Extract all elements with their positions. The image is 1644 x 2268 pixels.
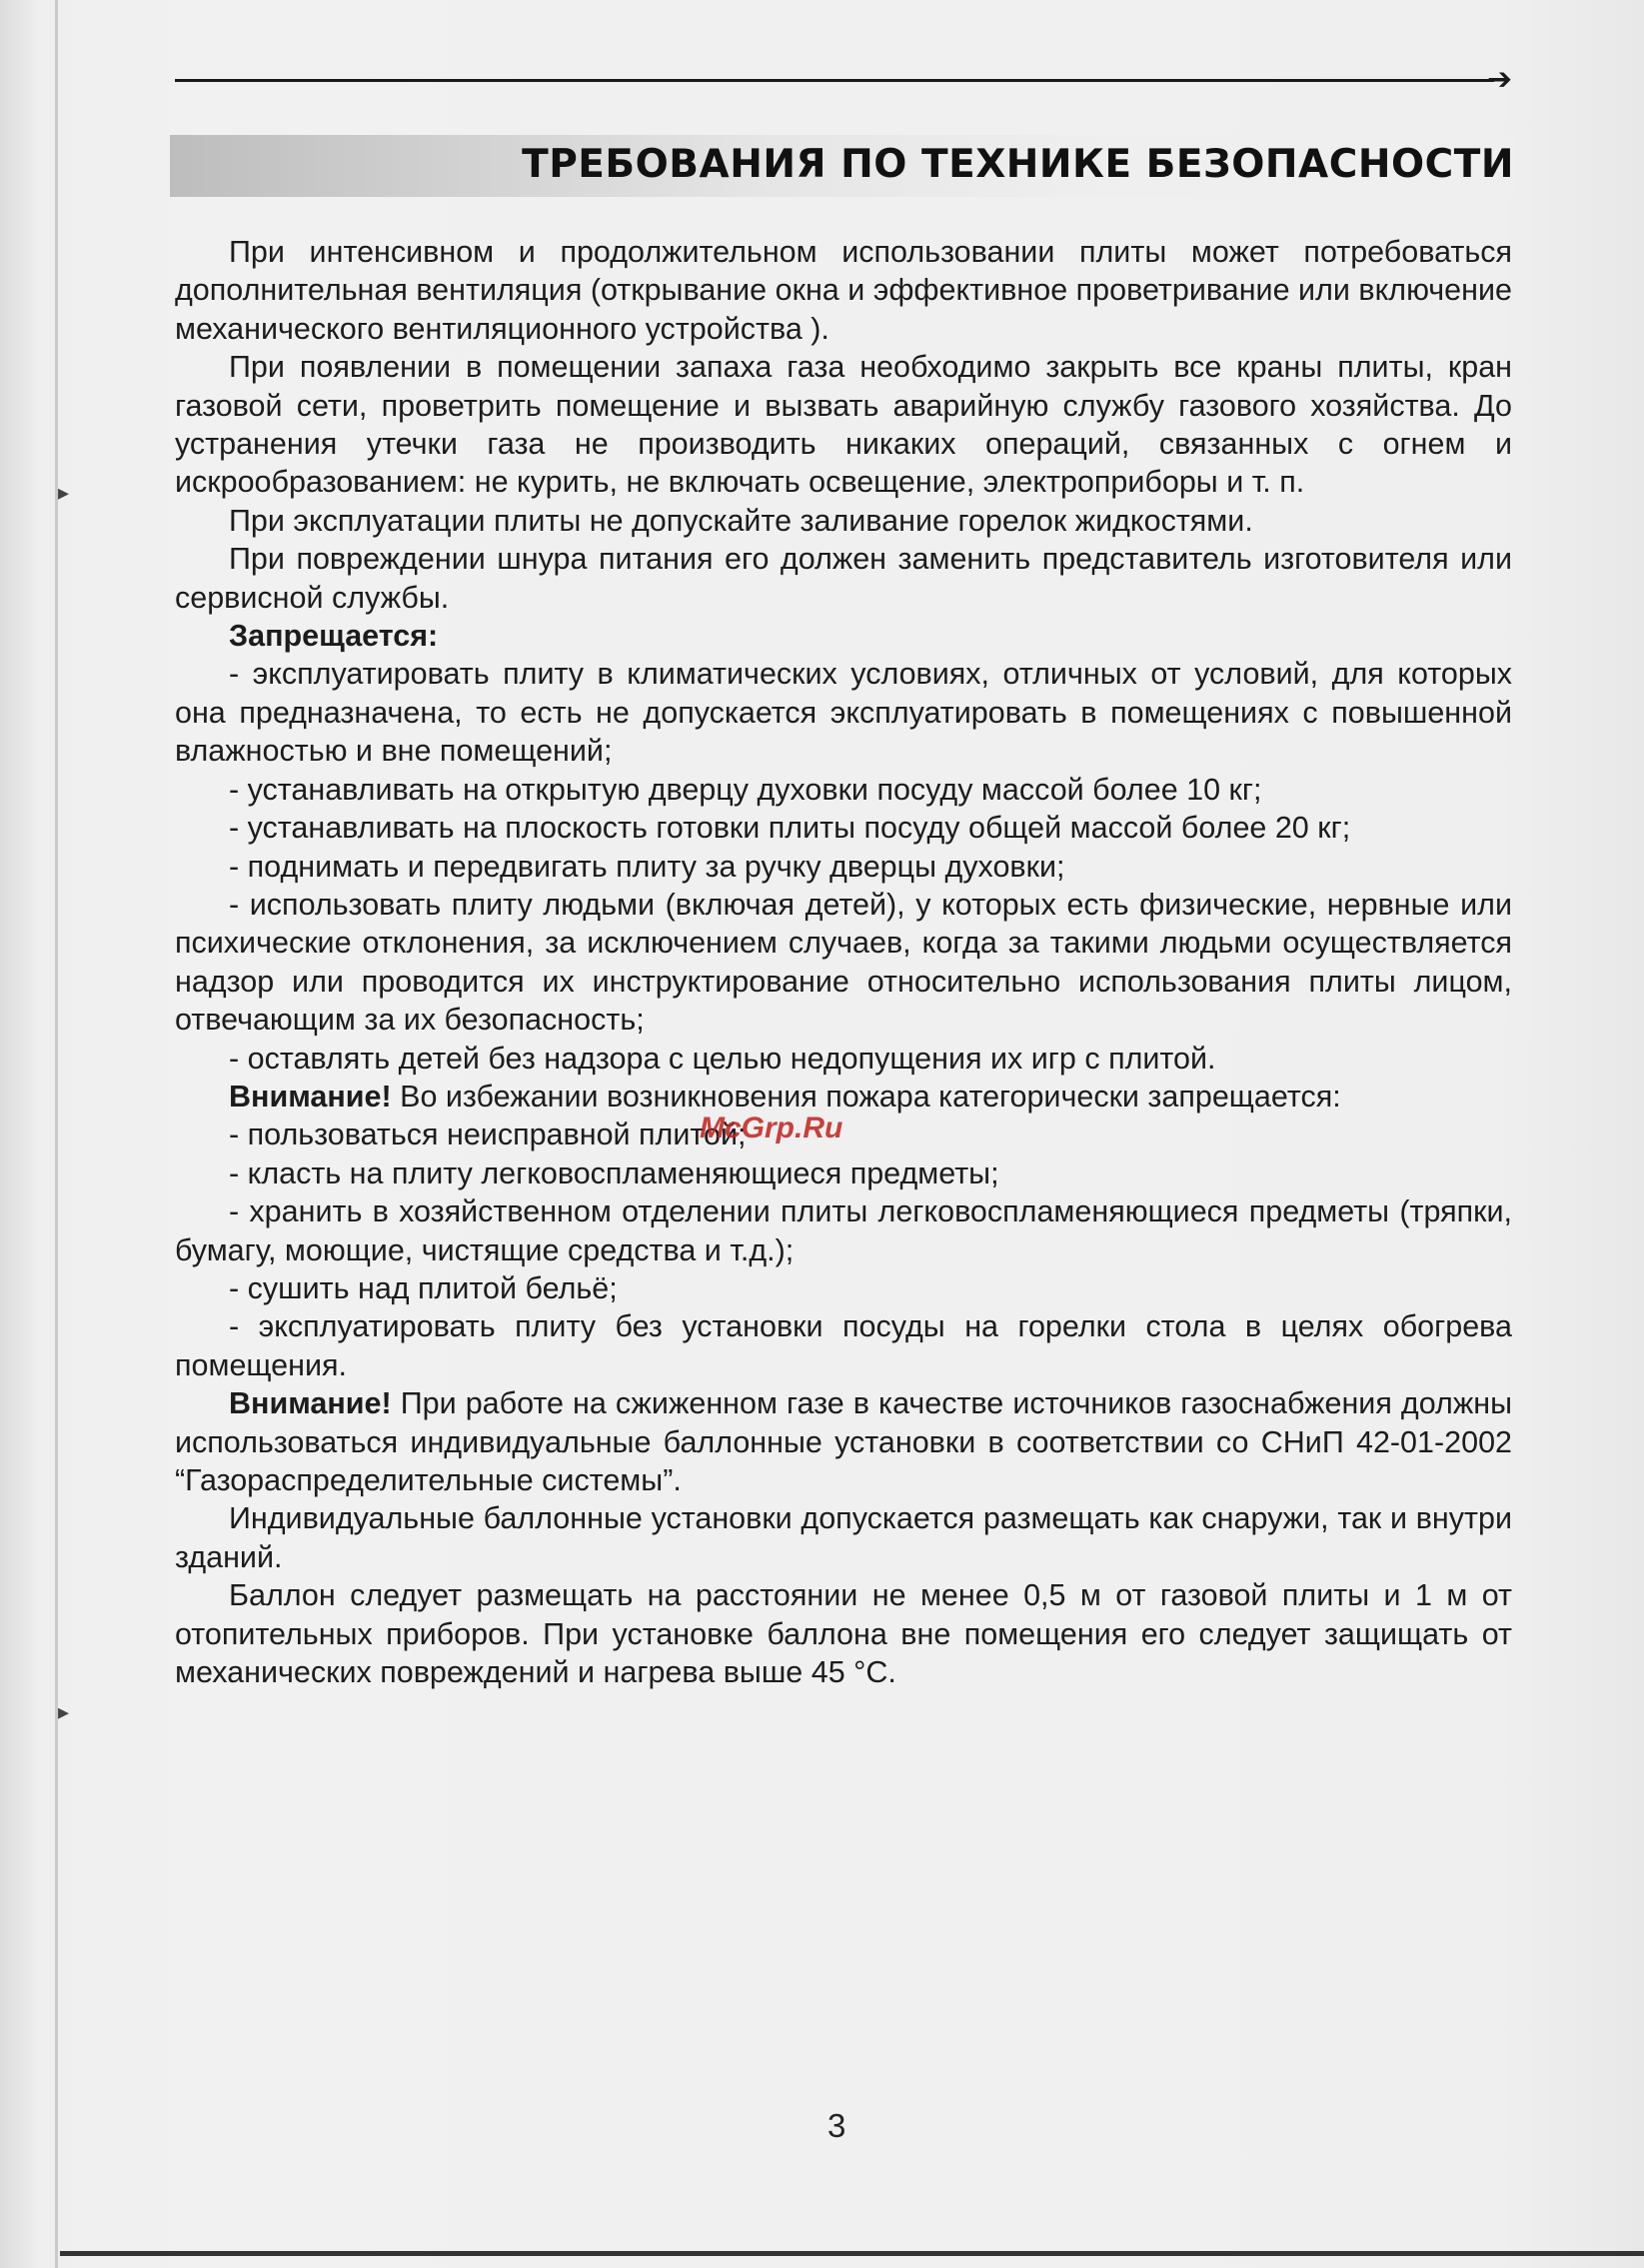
list-item: - устанавливать на плоскость готовки плиты посуду общей массой более 20 кг;: [229, 811, 1351, 846]
paragraph-gas-smell: При появлении в помещении запаха газа необходимо закрыть все краны плиты, кран газовой сети, проветрить помещение и вызвать аварийную службу газового хозяйства. До устранения утечки газа не производить никаких операций, связанных с огнем и искрообразованием: не курить, не включать освещение, электроприборы и т. п.: [175, 350, 1512, 500]
prohibited-heading: Запрещается:: [229, 619, 439, 654]
list-item: - пользоваться неисправной плитой;: [229, 1118, 747, 1152]
paragraph-ventilation: При интенсивном и продолжительном использовании плиты может потребоваться дополнительная вентиляция (открывание окна и эффективное проветривание или включение механического вентиляционного устройства ).: [175, 235, 1512, 346]
document-body: [175, 233, 1512, 1691]
page-title: ТРЕБОВАНИЯ ПО ТЕХНИКЕ БЕЗОПАСНОСТИ: [522, 142, 1514, 187]
list-item: - эксплуатировать плиту без установки посуды на горелки стола в целях обогрева помещения.: [175, 1309, 1512, 1382]
paragraph-cylinder: Баллон следует размещать на расстоянии не менее 0,5 м от газовой плиты и 1 м от отопительных приборов. При установке баллона вне помещения его следует защищать от механических повреждений и нагрева выше 45 °С.: [175, 1578, 1512, 1690]
edge-mark: ▸: [58, 480, 70, 505]
paragraph-power-cord: При повреждении шнура питания его должен заменить представитель изготовителя или сервисной службы.: [175, 542, 1512, 615]
edge-mark: ▸: [58, 1699, 70, 1724]
list-item: - поднимать и передвигать плиту за ручку дверцы духовки;: [229, 849, 1065, 884]
binding-edge: [55, 0, 58, 2268]
page-number: 3: [827, 2107, 846, 2144]
warning-label: Внимание!: [229, 1386, 392, 1421]
list-item: - сушить над плитой бельё;: [229, 1270, 618, 1305]
warning-text: Во избежании возникновения пожара категорически запрещается:: [391, 1079, 1341, 1114]
warning-text: При работе на сжиженном газе в качестве источников газоснабжения должны использоваться индивидуальные баллонные установки в соответствии со СНиП 42-01-2002 “Газораспределительные системы”.: [175, 1386, 1512, 1497]
warning-label: Внимание!: [229, 1079, 392, 1114]
gas-warning: [175, 1384, 1512, 1499]
list-item: - оставлять детей без надзора с целью недопущения их игр с плитой.: [229, 1041, 1216, 1076]
paragraph-installation: Индивидуальные баллонные установки допускается размещать как снаружи, так и внутри зданий.: [175, 1501, 1512, 1574]
list-item: - эксплуатировать плиту в климатических условиях, отличных от условий, для которых она предназначена, то есть не допускается эксплуатировать в помещениях с повышенной влажностью и вне помещений;: [175, 657, 1512, 769]
list-item: - класть на плиту легковоспламеняющиеся предметы;: [229, 1155, 999, 1190]
fire-warning: [175, 1078, 1512, 1116]
watermark: McGrp.Ru: [700, 1112, 843, 1144]
header-rule: [175, 79, 1494, 82]
list-item: - использовать плиту людьми (включая детей), у которых есть физические, нервные или психические отклонения, за исключением случаев, когда за такими людьми осуществляется надзор или проводится их инструктирование относительно использования плиты лицом, отвечающим за их безопасность;: [175, 887, 1512, 1038]
paragraph-liquids: При эксплуатации плиты не допускайте заливание горелок жидкостями.: [229, 503, 1253, 538]
list-item: - устанавливать на открытую дверцу духовки посуду массой более 10 кг;: [229, 772, 1262, 807]
list-item: - хранить в хозяйственном отделении плиты легковоспламеняющиеся предметы (тряпки, бумагу, моющие, чистящие средства и т.д.);: [175, 1194, 1512, 1267]
arrow-right-icon: ➔: [1487, 63, 1513, 96]
bottom-rule: [60, 2251, 1644, 2256]
